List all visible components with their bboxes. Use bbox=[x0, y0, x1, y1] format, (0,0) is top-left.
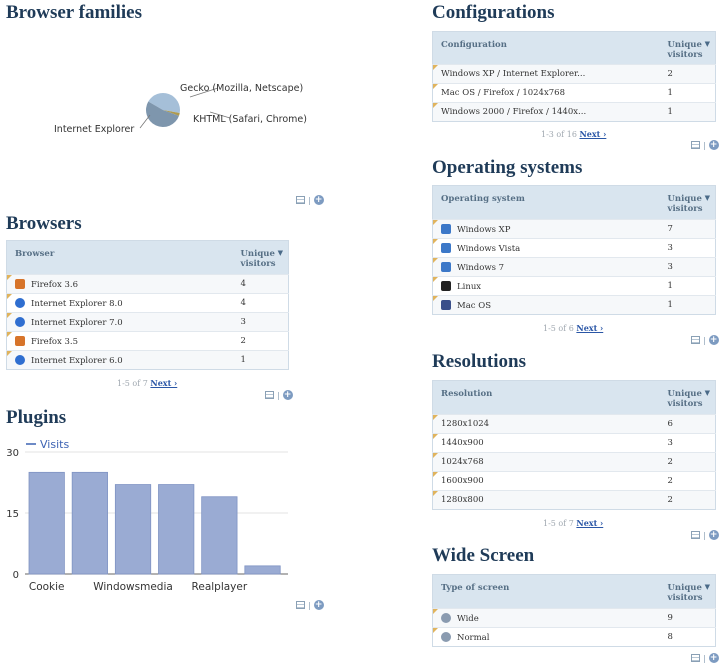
row-value: 3 bbox=[241, 313, 289, 332]
row-value: 1 bbox=[668, 296, 716, 315]
bar[interactable] bbox=[72, 472, 107, 574]
y-tick-label: 15 bbox=[6, 509, 19, 520]
row-label: Windows XP / Internet Explorer... bbox=[441, 69, 586, 79]
pager-text: 1-3 of 16 bbox=[541, 130, 577, 139]
table-row[interactable] bbox=[433, 277, 716, 296]
mac-icon bbox=[441, 300, 451, 310]
browsers-footer: | + bbox=[265, 390, 293, 400]
row-value: 2 bbox=[668, 453, 716, 472]
row-label: Windows Vista bbox=[457, 243, 521, 254]
browser-families-footer: | + bbox=[296, 195, 324, 205]
row-label: Internet Explorer 7.0 bbox=[31, 317, 123, 328]
windows-icon bbox=[441, 224, 451, 234]
browser-families-pie-chart bbox=[40, 70, 340, 150]
row-label-cell bbox=[433, 296, 668, 315]
table-row[interactable] bbox=[433, 65, 716, 84]
row-label-cell bbox=[433, 277, 668, 296]
table-row[interactable] bbox=[433, 609, 716, 628]
row-value: 3 bbox=[668, 258, 716, 277]
table-row[interactable] bbox=[433, 103, 716, 122]
operating-systems-table bbox=[432, 185, 716, 315]
row-value: 1 bbox=[668, 84, 716, 103]
pager-text: 1-5 of 6 bbox=[543, 324, 574, 333]
bar[interactable] bbox=[202, 497, 237, 574]
row-label-cell bbox=[7, 332, 241, 351]
row-value: 8 bbox=[668, 628, 716, 647]
column-header-configuration[interactable]: Configuration bbox=[433, 32, 668, 65]
row-label: Wide bbox=[457, 613, 479, 624]
x-tick-label: Windowsmedia bbox=[93, 581, 173, 593]
configurations-pager bbox=[541, 129, 606, 139]
table-row[interactable] bbox=[433, 628, 716, 647]
sort-desc-icon[interactable]: ▼ bbox=[704, 193, 710, 202]
bar[interactable] bbox=[115, 485, 150, 574]
row-value: 1 bbox=[668, 103, 716, 122]
row-label: 1600x900 bbox=[441, 476, 484, 486]
table-row[interactable] bbox=[433, 220, 716, 239]
legend-label: Visits bbox=[40, 438, 70, 451]
wide-screen-title: Wide Screen bbox=[432, 545, 535, 566]
table-row[interactable] bbox=[7, 313, 289, 332]
browsers-pager bbox=[117, 378, 177, 388]
browser-families-title: Browser families bbox=[6, 2, 142, 23]
plugins-bar-chart bbox=[0, 434, 300, 600]
add-icon[interactable]: + bbox=[709, 335, 718, 345]
ie-icon bbox=[15, 298, 25, 308]
row-label: Internet Explorer 6.0 bbox=[31, 355, 123, 366]
row-value: 4 bbox=[241, 275, 289, 294]
screen-icon bbox=[441, 613, 451, 623]
row-label-cell bbox=[433, 84, 668, 103]
pie-label-khtml: KHTML (Safari, Chrome) bbox=[193, 114, 307, 125]
y-tick-label: 30 bbox=[6, 448, 19, 459]
configurations-footer: | + bbox=[691, 140, 719, 150]
column-header-unique-visitors[interactable] bbox=[668, 575, 716, 609]
table-view-icon[interactable] bbox=[691, 531, 700, 539]
row-label: 1024x768 bbox=[441, 457, 484, 467]
table-row[interactable] bbox=[433, 84, 716, 103]
table-view-icon[interactable] bbox=[296, 196, 305, 204]
firefox-icon bbox=[15, 336, 25, 346]
wide-screen-table bbox=[432, 574, 716, 647]
row-value: 1 bbox=[668, 277, 716, 296]
pager-text: 1-5 of 7 bbox=[543, 519, 574, 528]
row-label: 1280x1024 bbox=[441, 419, 490, 429]
add-icon[interactable]: + bbox=[709, 530, 718, 540]
wide-screen-footer: | + bbox=[691, 653, 719, 663]
table-row[interactable] bbox=[433, 491, 716, 510]
row-label: 1280x800 bbox=[441, 495, 484, 505]
row-label: Internet Explorer 8.0 bbox=[31, 298, 123, 309]
windows-icon bbox=[441, 262, 451, 272]
next-link[interactable]: Next › bbox=[150, 378, 178, 388]
plugins-title: Plugins bbox=[6, 407, 67, 428]
resolutions-title: Resolutions bbox=[432, 351, 526, 372]
column-header-resolution[interactable]: Resolution bbox=[433, 381, 668, 415]
column-header-unique-visitors[interactable] bbox=[668, 32, 716, 65]
column-header-type-of-screen[interactable]: Type of screen bbox=[433, 575, 668, 609]
row-label-cell bbox=[433, 453, 668, 472]
row-label: Normal bbox=[457, 632, 490, 643]
row-label-cell bbox=[433, 415, 668, 434]
ie-icon bbox=[15, 317, 25, 327]
configurations-table bbox=[432, 31, 716, 122]
table-view-icon[interactable] bbox=[265, 391, 274, 399]
row-label-cell bbox=[7, 351, 241, 370]
add-icon[interactable]: + bbox=[314, 195, 323, 205]
next-link[interactable]: Next › bbox=[576, 323, 604, 333]
table-row[interactable] bbox=[7, 294, 289, 313]
browsers-table bbox=[6, 240, 289, 370]
windows-icon bbox=[441, 243, 451, 253]
column-header-browser[interactable]: Browser bbox=[7, 241, 241, 275]
column-header-unique-visitors[interactable] bbox=[668, 381, 716, 415]
row-label-cell bbox=[7, 294, 241, 313]
operating-systems-pager bbox=[543, 323, 603, 333]
row-label-cell bbox=[7, 275, 241, 294]
firefox-icon bbox=[15, 279, 25, 289]
row-label: 1440x900 bbox=[441, 438, 484, 448]
ie-icon bbox=[15, 355, 25, 365]
column-header-unique-visitors[interactable] bbox=[668, 186, 716, 220]
operating-systems-footer: | + bbox=[691, 335, 719, 345]
table-row[interactable] bbox=[433, 258, 716, 277]
table-row[interactable] bbox=[433, 434, 716, 453]
column-header-label: Unique visitors bbox=[240, 249, 276, 269]
browsers-title: Browsers bbox=[6, 213, 82, 234]
sort-desc-icon[interactable]: ▼ bbox=[704, 388, 710, 397]
row-label: Windows 2000 / Firefox / 1440x... bbox=[441, 107, 587, 117]
column-header-label: Unique visitors bbox=[667, 389, 703, 409]
table-row[interactable] bbox=[433, 239, 716, 258]
row-label-cell bbox=[7, 313, 241, 332]
configurations-title: Configurations bbox=[432, 2, 555, 23]
column-header-label: Unique visitors bbox=[667, 194, 703, 214]
row-label-cell bbox=[433, 609, 668, 628]
plugins-footer: | + bbox=[296, 600, 324, 610]
row-value: 1 bbox=[241, 351, 289, 370]
row-label-cell bbox=[433, 491, 668, 510]
screen-icon bbox=[441, 632, 451, 642]
add-icon[interactable]: + bbox=[314, 600, 323, 610]
next-link[interactable]: Next › bbox=[579, 129, 607, 139]
row-label: Mac OS / Firefox / 1024x768 bbox=[441, 88, 565, 98]
pager-text: 1-5 of 7 bbox=[117, 379, 148, 388]
table-row[interactable] bbox=[433, 472, 716, 491]
row-label: Windows 7 bbox=[457, 262, 505, 273]
row-label-cell bbox=[433, 258, 668, 277]
row-label-cell bbox=[433, 472, 668, 491]
table-row[interactable] bbox=[433, 296, 716, 315]
column-header-unique-visitors[interactable] bbox=[241, 241, 289, 275]
row-label: Firefox 3.5 bbox=[31, 336, 78, 347]
column-header-label: Unique visitors bbox=[667, 40, 703, 60]
column-header-operating-system[interactable]: Operating system bbox=[433, 186, 668, 220]
row-value: 4 bbox=[241, 294, 289, 313]
table-view-icon[interactable] bbox=[296, 601, 305, 609]
add-icon[interactable]: + bbox=[283, 390, 292, 400]
resolutions-pager bbox=[543, 518, 603, 528]
bar[interactable] bbox=[245, 566, 280, 574]
y-tick-label: 0 bbox=[12, 570, 19, 581]
table-row[interactable] bbox=[433, 415, 716, 434]
sort-desc-icon[interactable]: ▼ bbox=[704, 39, 710, 48]
x-tick-label: Cookie bbox=[28, 581, 65, 593]
row-value: 3 bbox=[668, 434, 716, 453]
row-label: Linux bbox=[457, 281, 482, 292]
pie-leader-ie bbox=[140, 115, 150, 128]
row-label: Mac OS bbox=[457, 300, 492, 311]
row-label: Windows XP bbox=[457, 224, 511, 235]
row-value: 6 bbox=[668, 415, 716, 434]
table-row[interactable] bbox=[433, 453, 716, 472]
row-label-cell bbox=[433, 103, 668, 122]
row-value: 2 bbox=[668, 65, 716, 84]
row-label: Firefox 3.6 bbox=[31, 279, 78, 290]
x-tick-label: Realplayer bbox=[191, 581, 248, 593]
pie-label-gecko: Gecko (Mozilla, Netscape) bbox=[180, 83, 304, 94]
row-value: 3 bbox=[668, 239, 716, 258]
column-header-label: Unique visitors bbox=[667, 583, 703, 603]
table-view-icon[interactable] bbox=[691, 141, 700, 149]
row-value: 9 bbox=[668, 609, 716, 628]
row-label-cell bbox=[433, 434, 668, 453]
table-row[interactable] bbox=[7, 332, 289, 351]
table-row[interactable] bbox=[7, 351, 289, 370]
next-link[interactable]: Next › bbox=[576, 518, 604, 528]
add-icon[interactable]: + bbox=[709, 140, 718, 150]
sort-desc-icon[interactable]: ▼ bbox=[704, 582, 710, 591]
add-icon[interactable]: + bbox=[709, 653, 718, 663]
resolutions-footer: | + bbox=[691, 530, 719, 540]
row-value: 2 bbox=[241, 332, 289, 351]
pie-label-ie: Internet Explorer bbox=[54, 124, 135, 135]
row-value: 7 bbox=[668, 220, 716, 239]
operating-systems-title: Operating systems bbox=[432, 157, 583, 178]
row-label-cell bbox=[433, 239, 668, 258]
row-value: 2 bbox=[668, 472, 716, 491]
bar[interactable] bbox=[159, 485, 194, 574]
table-view-icon[interactable] bbox=[691, 336, 700, 344]
table-row[interactable] bbox=[7, 275, 289, 294]
resolutions-table bbox=[432, 380, 716, 510]
bar[interactable] bbox=[29, 472, 64, 574]
table-view-icon[interactable] bbox=[691, 654, 700, 662]
sort-desc-icon[interactable]: ▼ bbox=[277, 248, 283, 257]
linux-icon bbox=[441, 281, 451, 291]
row-label-cell bbox=[433, 65, 668, 84]
row-value: 2 bbox=[668, 491, 716, 510]
row-label-cell bbox=[433, 628, 668, 647]
row-label-cell bbox=[433, 220, 668, 239]
